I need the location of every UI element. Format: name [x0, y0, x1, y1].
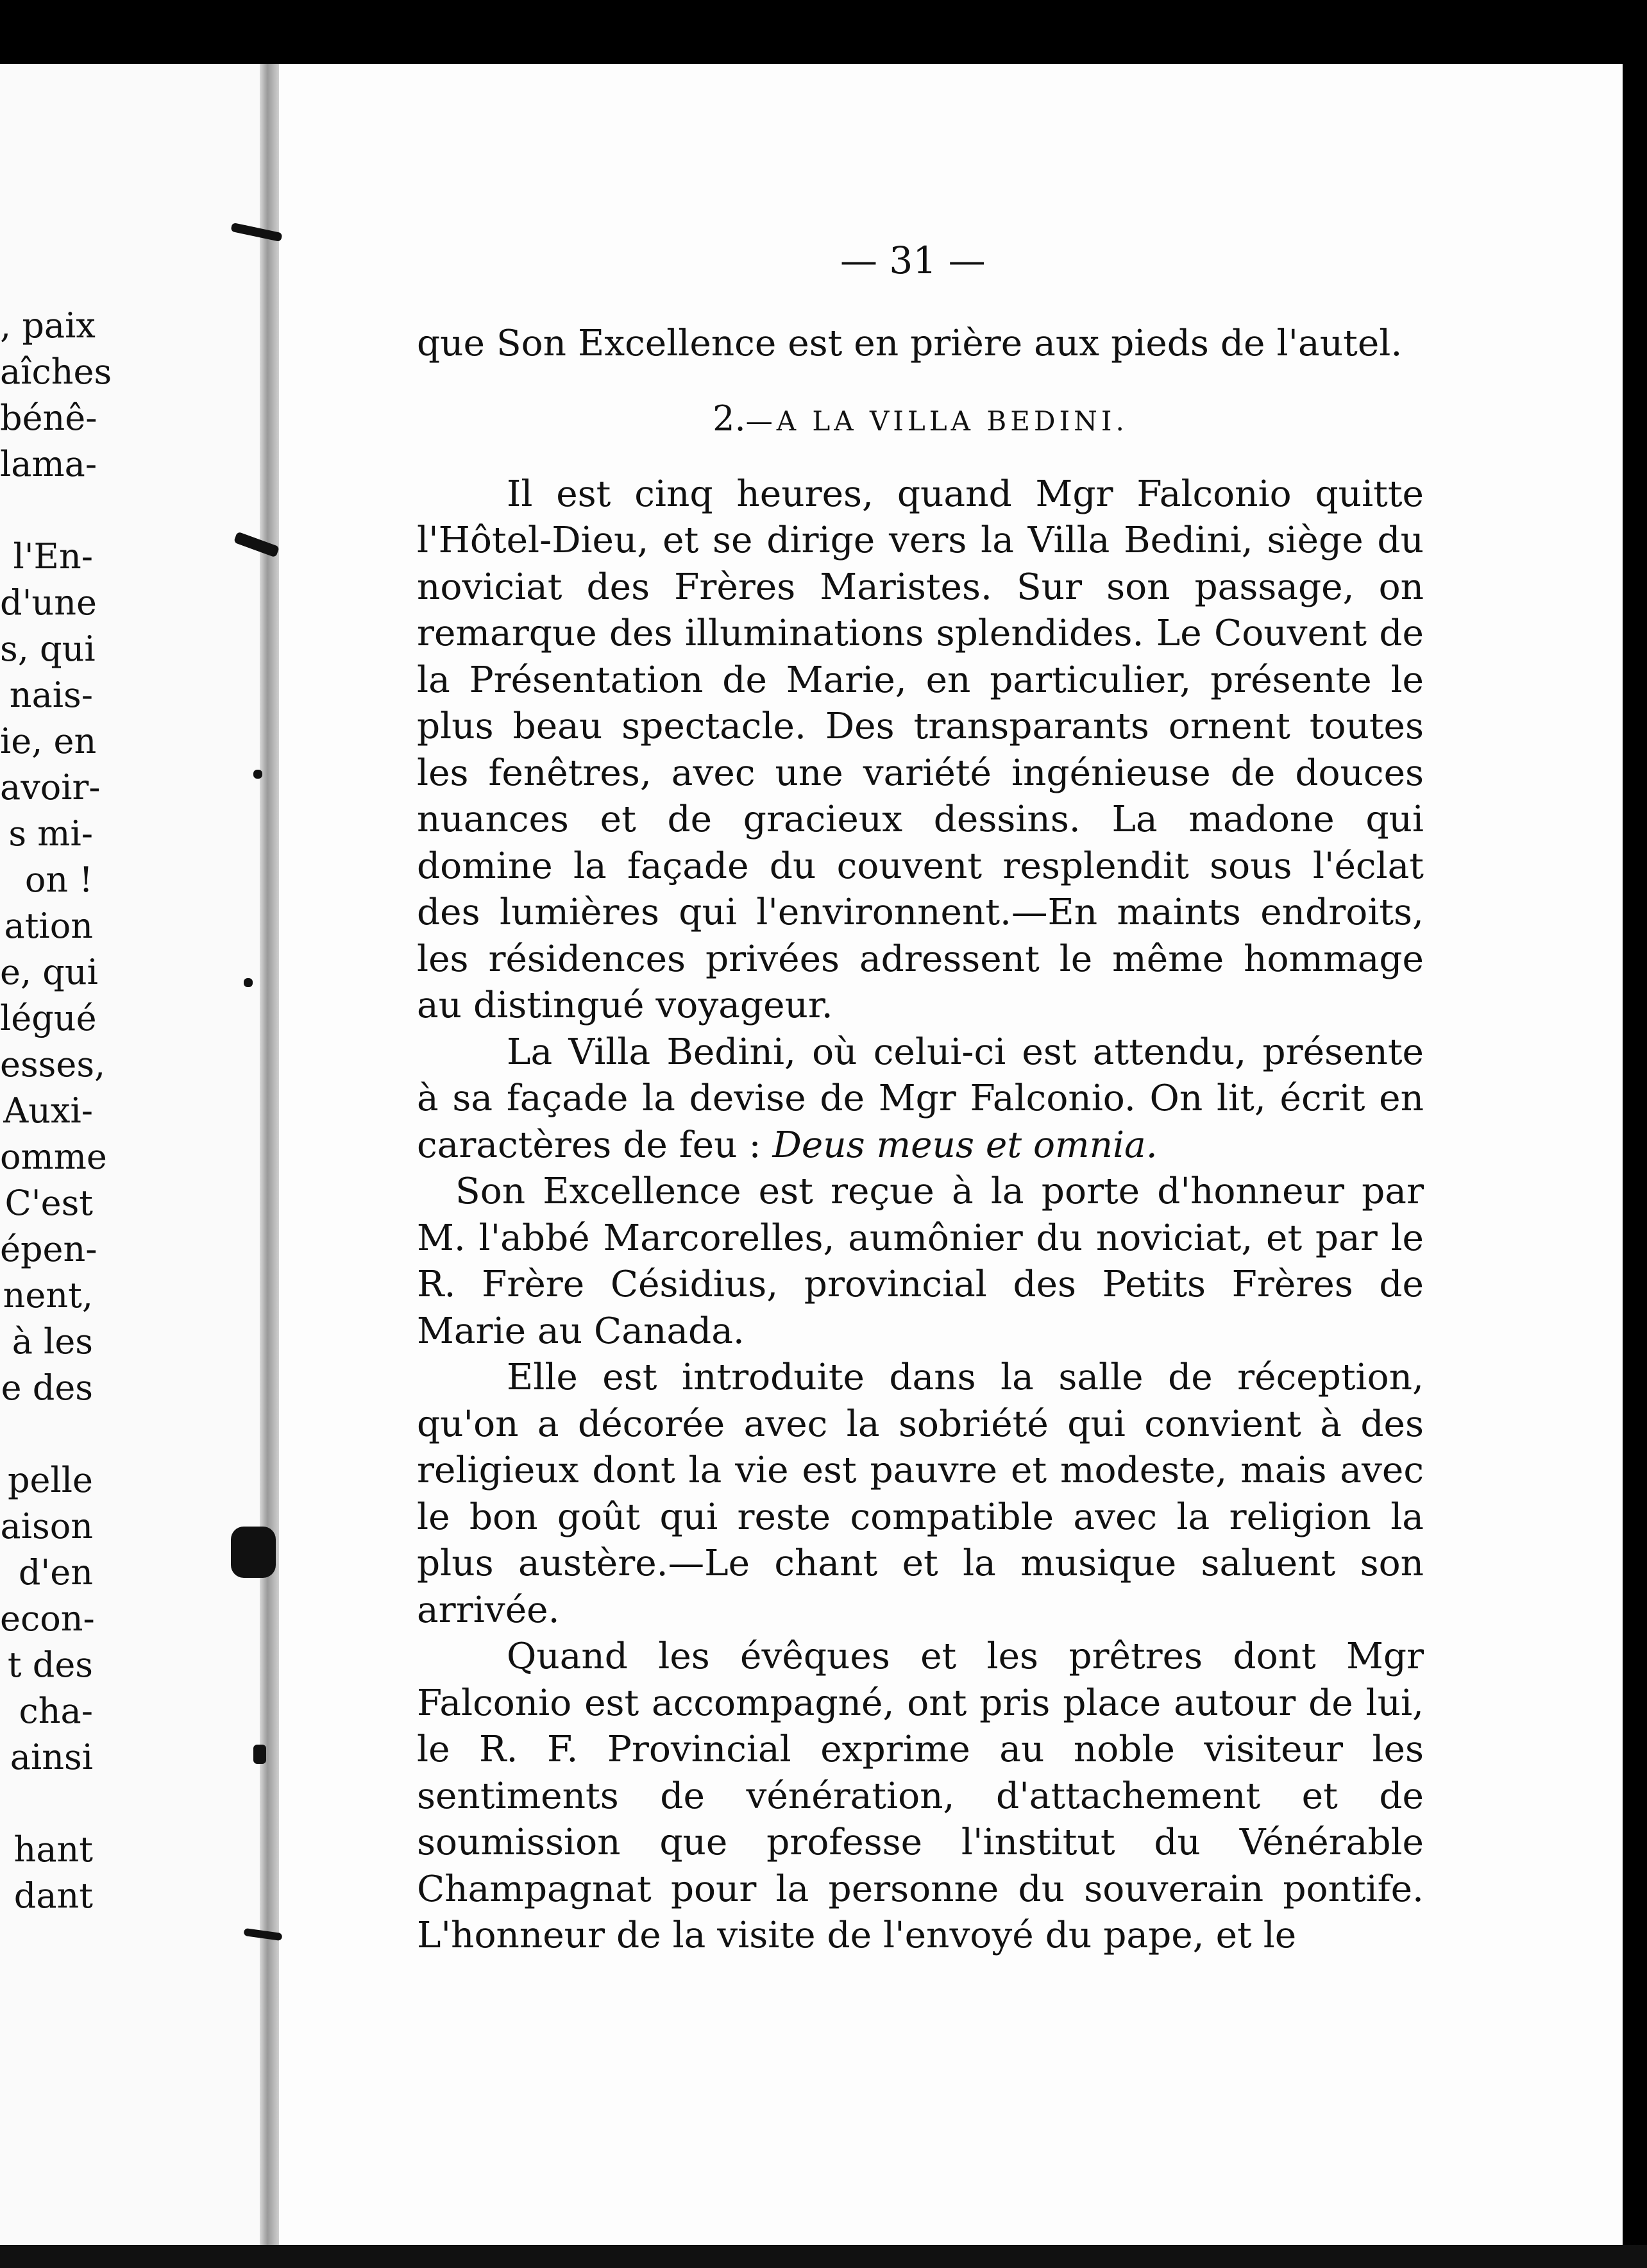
- left-page-line: omme: [0, 1137, 107, 1177]
- left-page-line: esses,: [0, 1044, 106, 1085]
- left-page-text-block-1: [0, 303, 112, 1919]
- paragraph-3: Son Excellence est reçue à la porte d'honneur par M. l'abbé Marcorelles, aumônier du noviciat, et par le R. Frère Césidius, provincial des Petits Frères de Marie au Canada.: [417, 1171, 1424, 1352]
- left-page-line: e, qui: [0, 952, 98, 992]
- left-page-line: ie, en: [0, 721, 97, 761]
- binding-mark: [244, 978, 253, 987]
- left-page: [0, 64, 260, 2245]
- left-page-line: [0, 1781, 93, 1827]
- paragraph-2-text: La Villa Bedini, où celui-ci est attendu, présente à sa façade la devise de Mgr Falconio. On lit, écrit en caractères de feu :: [417, 1031, 1424, 1166]
- book-gutter: [260, 45, 279, 2251]
- left-page-line: e des: [1, 1367, 93, 1408]
- continuation-paragraph: que Son Excellence est en prière aux pieds de l'autel.: [417, 323, 1403, 364]
- page-body: [417, 321, 1424, 1959]
- left-page-line: , paix: [0, 305, 96, 346]
- left-page-line: pelle: [7, 1460, 93, 1500]
- left-page-line: ainsi: [10, 1737, 93, 1777]
- left-page-line: légué: [0, 998, 97, 1038]
- section-number: 2.: [713, 398, 746, 439]
- binding-mark: [253, 770, 262, 779]
- left-page-line: hant: [13, 1829, 93, 1870]
- left-page-line: d'une: [0, 582, 97, 623]
- paragraph-1: Il est cinq heures, quand Mgr Falconio quitte l'Hôtel-Dieu, et se dirige vers la Villa Bedini, siège du noviciat des Frères Maristes. Sur son passage, on remarque des illuminations splendides. Le Couvent de la Présentation de Marie, en particulier, présente le plus beau spectacle. Des transparants ornent toutes les fenêtres, avec une variété ingénieuse de douces nuances et de gracieux dessins. La madone qui domine la façade du couvent resplendit sous l'éclat des lumières qui l'environnent.—En maints endroits, les résidences privées adressent le même hommage au distingué voyageur.: [417, 473, 1424, 1026]
- left-page-line: [0, 1411, 93, 1457]
- left-page-line: avoir-: [0, 767, 101, 808]
- left-page-line: ation: [4, 906, 93, 946]
- scan-border-bottom: [0, 2245, 1647, 2268]
- binding-mark: [231, 1527, 276, 1578]
- left-page-line: t des: [7, 1645, 93, 1685]
- scan-border-top: [0, 0, 1647, 64]
- left-page-line: on !: [24, 859, 93, 900]
- scan-border-right: [1623, 0, 1647, 2268]
- left-page-line: à les: [12, 1321, 93, 1362]
- left-page-line: Auxi-: [3, 1090, 93, 1131]
- left-page-line: C'est: [4, 1183, 93, 1223]
- section-title: —A LA VILLA BEDINI.: [745, 405, 1128, 437]
- left-page-line: dant: [13, 1875, 93, 1916]
- paragraph-2: [417, 1029, 1424, 1169]
- left-page-line: épen-: [0, 1229, 97, 1269]
- left-page-line: nais-: [9, 675, 93, 715]
- left-page-line: aîches: [0, 351, 112, 392]
- binding-mark: [253, 1745, 266, 1764]
- left-page-line: econ-: [0, 1598, 95, 1639]
- left-page-line: nent,: [3, 1275, 93, 1316]
- section-heading: [417, 400, 1424, 441]
- left-page-line: lama-: [0, 444, 97, 484]
- left-page-line: [0, 487, 93, 534]
- paragraph-5: Quand les évêques et les prêtres dont Mgr Falconio est accompagné, ont pris place autour de lui, le R. F. Provincial exprime au noble visiteur les sentiments de vénération, d'attachement et de soumission que professe l'institut du Vénérable Champagnat pour la personne du souverain pontife. L'honneur de la visite de l'envoyé du pape, et le: [417, 1636, 1424, 1956]
- left-page-line: bénê-: [0, 398, 97, 438]
- left-page-line: s, qui: [0, 629, 96, 669]
- motto: Deus meus et omnia.: [772, 1124, 1158, 1166]
- left-page-line: cha-: [19, 1691, 93, 1731]
- left-page-line: aison: [0, 1506, 93, 1546]
- page-number: — 31 —: [840, 239, 986, 282]
- left-page-line: d'en: [18, 1552, 93, 1593]
- left-page-line: l'En-: [13, 536, 93, 577]
- left-page-line: s mi-: [8, 813, 93, 854]
- paragraph-4: Elle est introduite dans la salle de réception, qu'on a décorée avec la sobriété qui convient à des religieux dont la vie est pauvre et modeste, mais avec le bon goût qui reste compatible avec la religion la plus austère.—Le chant et la musique saluent son arrivée.: [417, 1357, 1424, 1631]
